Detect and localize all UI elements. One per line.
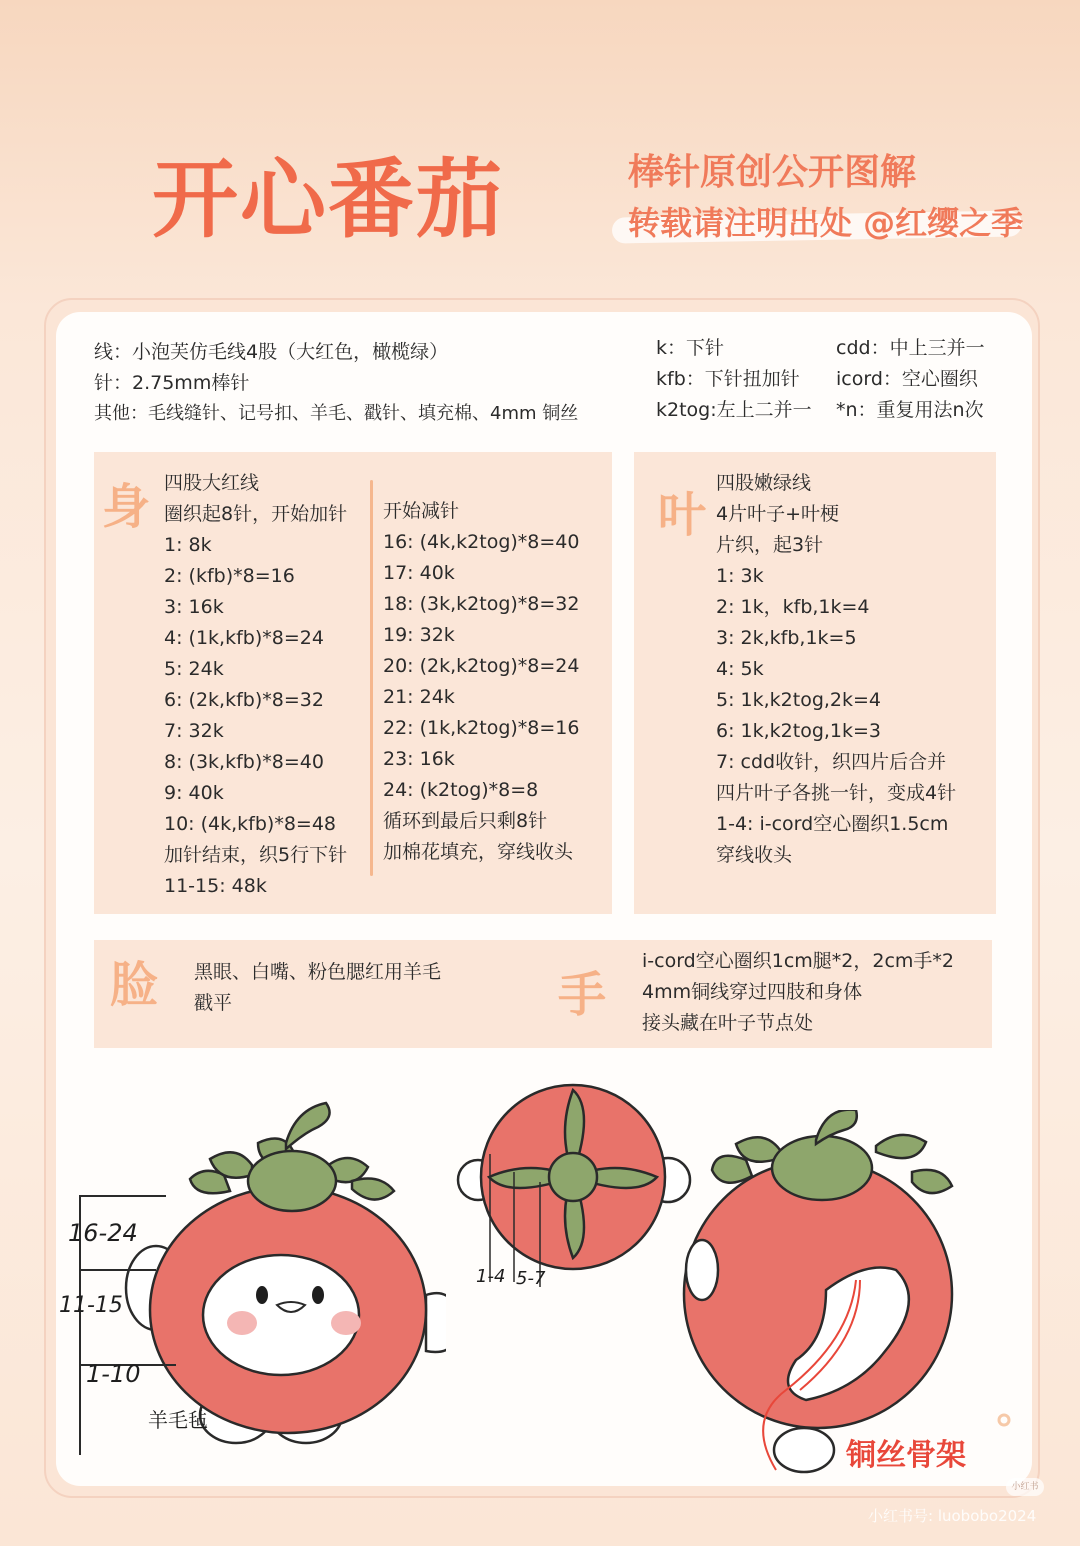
row-instruction: 循环到最后只剩8针 [383,810,548,832]
body-section-char: 身 [102,479,151,535]
stem [286,1103,330,1149]
hands-instructions [642,946,954,1039]
legend-item: *n：重复用法n次 [836,399,984,421]
label-rows-1-4: 1-4 [476,1266,506,1287]
leaf-rows [716,468,956,871]
right-blush [331,1311,361,1335]
hands-section-char: 手 [558,967,607,1023]
subtitle-repost-notice: 转载请注明出处 @红缨之季 [628,204,1024,242]
row-instruction: 4片叶子+叶梗 [716,503,840,525]
materials-yarn: 线：小泡芙仿毛线4股（大红色，橄榄绿） [94,341,449,363]
label-rows-1-10: 1-10 [86,1360,141,1388]
legend-item: k：下针 [656,337,725,359]
row-instruction: 5: 1k,k2tog,2k=4 [716,689,882,711]
row-instruction: 四股大红线 [164,472,260,494]
row-instruction: 22: (1k,k2tog)*8=16 [383,717,580,739]
row-instruction: 圈织起8针，开始加针 [164,503,348,525]
row-instruction: 2: 1k，kfb,1k=4 [716,596,870,618]
leaf-cluster [248,1151,336,1211]
label-rows-16-24: 16-24 [68,1219,138,1247]
abbreviation-legend-col1 [656,333,812,426]
row-instruction: 加针结束，织5行下针 [164,844,348,866]
row-instruction: 戳平 [194,992,233,1014]
row-instruction: 11-15: 48k [164,875,267,897]
row-instruction: 1-4: i-cord空心圈织1.5cm [716,813,949,835]
page-title: 开心番茄 [152,149,504,250]
watermark-text: 小红书号: luobobo2024 [868,1507,1037,1525]
label-felt: 羊毛毡 [148,1408,208,1432]
subtitle-original-pattern: 棒针原创公开图解 [628,152,917,193]
abbreviation-legend-col2 [836,333,985,426]
row-instruction: 6: (2k,kfb)*8=32 [164,689,324,711]
row-instruction: 6: 1k,k2tog,1k=3 [716,720,882,742]
row-instruction: 1: 3k [716,565,764,587]
row-instruction: 开始减针 [383,500,460,522]
row-instruction: 16: (4k,k2tog)*8=40 [383,531,580,553]
label-copper-skeleton: 铜丝骨架 [846,1438,966,1473]
legend-item: cdd：中上三并一 [836,337,985,359]
right-eye [312,1286,324,1304]
row-instruction: 4: 5k [716,658,764,680]
body-decrease-rows [383,496,580,868]
row-instruction: 10: (4k,kfb)*8=48 [164,813,337,835]
row-instruction: 5: 24k [164,658,224,680]
column-divider [370,480,373,876]
row-instruction: 片织，起3针 [716,534,824,556]
row-instruction: 9: 40k [164,782,224,804]
row-instruction: 19: 32k [383,624,455,646]
right-arm [426,1293,446,1352]
row-instruction: 23: 16k [383,748,455,770]
left-blush [227,1311,257,1335]
tomato-front-illustration [56,1095,446,1455]
row-instruction: 18: (3k,k2tog)*8=32 [383,593,580,615]
label-rows-5-7: 5-7 [516,1268,546,1289]
row-instruction: i-cord空心圈织1cm腿*2，2cm手*2 [642,950,955,972]
row-instruction: 8: (3k,kfb)*8=40 [164,751,324,773]
row-instruction: 四股嫩绿线 [716,472,812,494]
row-instruction: 17: 40k [383,562,455,584]
legend-item: k2tog:左上二并一 [656,399,812,421]
row-instruction: 4: (1k,kfb)*8=24 [164,627,324,649]
row-instruction: 穿线收头 [716,844,793,866]
materials-other: 其他：毛线缝针、记号扣、羊毛、戳针、填充棉、4mm 铜丝 [94,403,579,424]
tomato-top-illustration [456,1082,696,1292]
watermark-badge: 小红书 [1006,1478,1044,1496]
row-instruction: 1: 8k [164,534,212,556]
leaf-section-char: 叶 [658,487,707,543]
row-instruction: 接头藏在叶子节点处 [642,1012,814,1034]
row-instruction: 4mm铜线穿过四肢和身体 [642,981,863,1003]
row-instruction: 7: cdd收针，织四片后合并 [716,751,947,773]
tomato-side-illustration [676,1110,1016,1490]
row-instruction: 20: (2k,k2tog)*8=24 [383,655,580,677]
face-section-char: 脸 [110,957,159,1013]
left-eye [256,1286,268,1304]
legend-item: icord：空心圈织 [836,368,978,390]
body-increase-rows [164,468,347,902]
label-rows-11-15: 11-15 [59,1293,123,1318]
row-instruction: 四片叶子各挑一针，变成4针 [716,782,957,804]
legend-item: kfb：下针扭加针 [656,368,800,390]
materials-needle: 针：2.75mm棒针 [94,372,250,394]
row-instruction: 7: 32k [164,720,224,742]
row-instruction: 21: 24k [383,686,455,708]
row-instruction: 2: (kfb)*8=16 [164,565,295,587]
row-instruction: 24: (k2tog)*8=8 [383,779,539,801]
face-instructions [194,957,441,1019]
row-instruction: 加棉花填充，穿线收头 [383,841,574,863]
row-instruction: 3: 2k,kfb,1k=5 [716,627,857,649]
row-instruction: 3: 16k [164,596,224,618]
row-instruction: 黑眼、白嘴、粉色腮红用羊毛 [194,961,442,983]
